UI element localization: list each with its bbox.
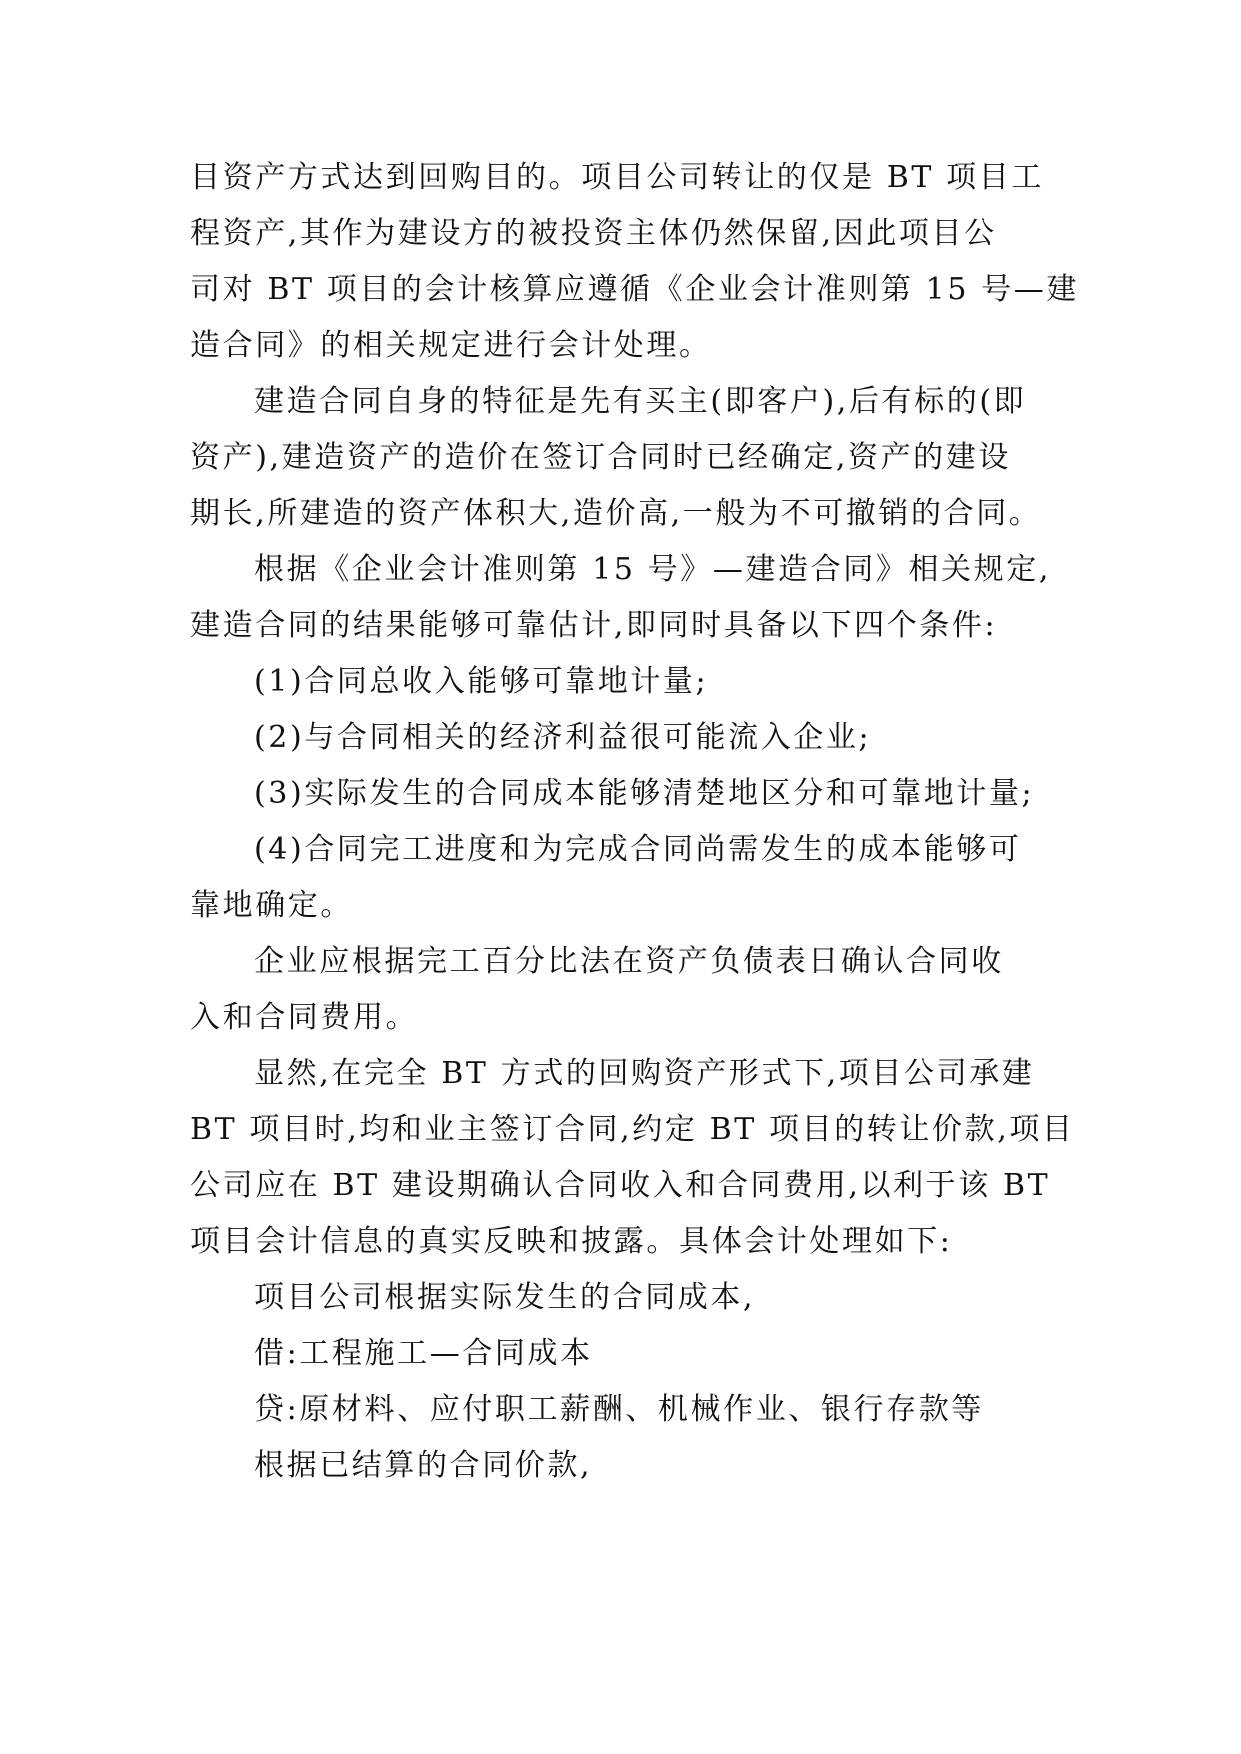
paragraph xyxy=(190,150,1079,374)
text-line: 造合同》的相关规定进行会计处理。 xyxy=(190,328,712,363)
paragraph xyxy=(190,1270,1060,1326)
text-line: 入和合同费用。 xyxy=(190,1000,419,1035)
text-line: 根据已结算的合同价款, xyxy=(254,1448,593,1483)
text-line: 建造合同自身的特征是先有买主(即客户),后有标的(即 xyxy=(254,384,1027,419)
text-line: 目资产方式达到回购目的。项目公司转让的仅是 BT 项目工 xyxy=(190,160,1044,195)
text-line: 期长,所建造的资产体积大,造价高,一般为不可撤销的合同。 xyxy=(190,496,1042,531)
paragraph xyxy=(190,934,1060,1046)
text-line: 靠地确定。 xyxy=(190,888,353,923)
text-line: (4)合同完工进度和为完成合同尚需发生的成本能够可 xyxy=(254,832,1022,867)
paragraph xyxy=(190,1382,1060,1438)
text-line: 程资产,其作为建设方的被投资主体仍然保留,因此项目公 xyxy=(190,216,997,251)
text-line: 借:工程施工—合同成本 xyxy=(254,1336,593,1371)
paragraph xyxy=(190,710,1060,766)
text-line: 企业应根据完工百分比法在资产负债表日确认合同收 xyxy=(254,944,1004,979)
paragraph xyxy=(190,542,1060,654)
text-line: 项目公司根据实际发生的合同成本, xyxy=(254,1280,756,1315)
text-line: 资产),建造资产的造价在签订合同时已经确定,资产的建设 xyxy=(190,440,1011,475)
document-body xyxy=(190,150,1079,1494)
text-line: 根据《企业会计准则第 15 号》—建造合同》相关规定, xyxy=(254,552,1051,587)
paragraph xyxy=(190,1046,1075,1270)
text-line: (2)与合同相关的经济利益很可能流入企业; xyxy=(254,720,872,755)
text-line: BT 项目时,均和业主签订合同,约定 BT 项目的转让价款,项目 xyxy=(190,1112,1075,1147)
paragraph xyxy=(190,822,1060,934)
paragraph xyxy=(190,374,1060,542)
text-line: 司对 BT 项目的会计核算应遵循《企业会计准则第 15 号—建 xyxy=(190,272,1079,307)
text-line: 贷:原材料、应付职工薪酬、机械作业、银行存款等 xyxy=(254,1392,984,1427)
text-line: (1)合同总收入能够可靠地计量; xyxy=(254,664,709,699)
paragraph xyxy=(190,1438,1060,1494)
paragraph xyxy=(190,654,1060,710)
text-line: 显然,在完全 BT 方式的回购资产形式下,项目公司承建 xyxy=(254,1056,1035,1091)
paragraph xyxy=(190,766,1060,822)
paragraph xyxy=(190,1326,1060,1382)
text-line: (3)实际发生的合同成本能够清楚地区分和可靠地计量; xyxy=(254,776,1035,811)
text-line: 公司应在 BT 建设期确认合同收入和合同费用,以利于该 BT xyxy=(190,1168,1051,1203)
text-line: 项目会计信息的真实反映和披露。具体会计处理如下: xyxy=(190,1224,953,1259)
text-line: 建造合同的结果能够可靠估计,即同时具备以下四个条件: xyxy=(190,608,998,643)
